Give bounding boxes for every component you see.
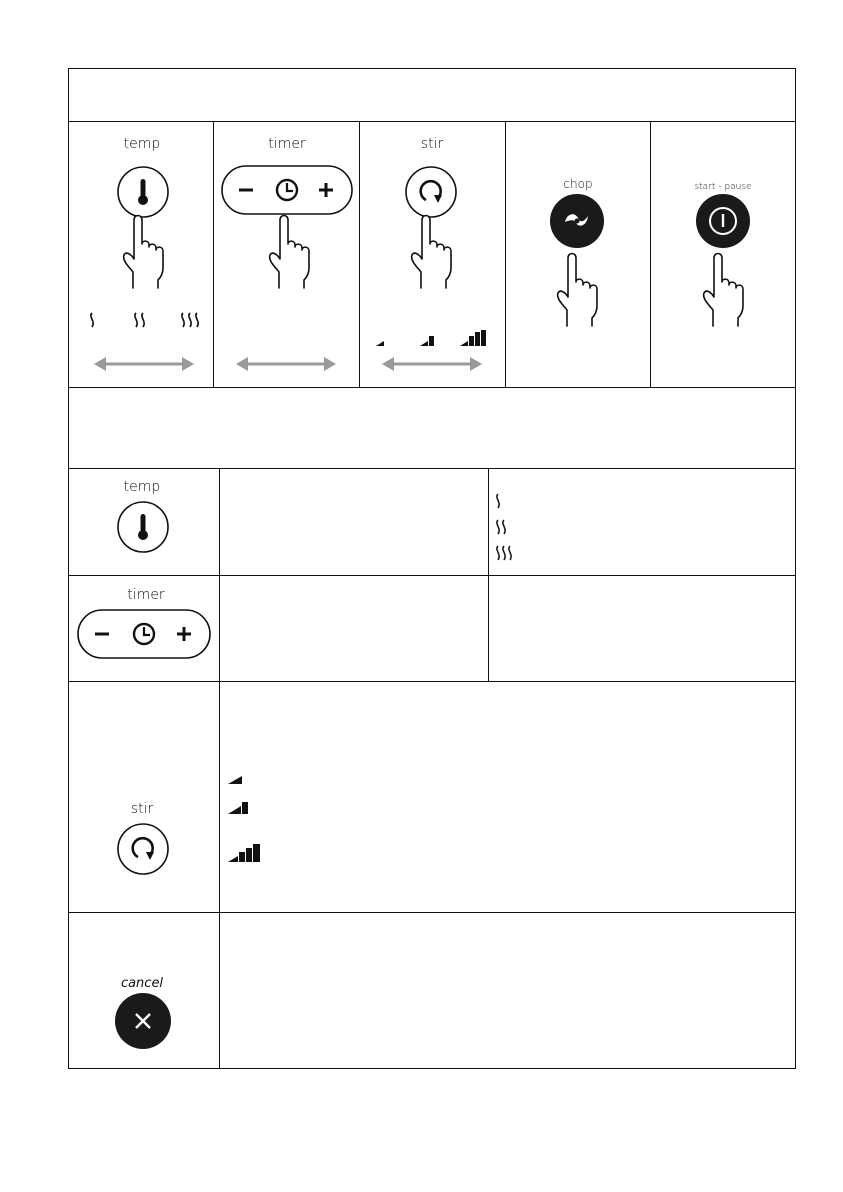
speed-levels-list bbox=[228, 772, 264, 864]
speed-low-icon bbox=[228, 776, 242, 784]
divider bbox=[219, 468, 220, 1069]
speed-medium-icon bbox=[420, 336, 434, 346]
plus-icon bbox=[177, 627, 191, 641]
divider bbox=[68, 121, 796, 122]
speed-medium-icon bbox=[228, 802, 248, 814]
pointing-hand-icon bbox=[698, 248, 748, 328]
heat-medium-icon bbox=[497, 520, 505, 534]
start-pause-label: start - pause bbox=[694, 182, 752, 192]
plus-icon bbox=[319, 183, 333, 197]
divider bbox=[650, 121, 651, 387]
rotate-icon bbox=[116, 822, 170, 876]
heat-levels bbox=[86, 310, 206, 330]
double-arrow-icon bbox=[236, 356, 336, 372]
speed-high-icon bbox=[228, 844, 260, 862]
stir-label: stir bbox=[420, 136, 444, 152]
divider bbox=[68, 468, 796, 469]
cancel-label: cancel bbox=[120, 976, 164, 991]
pointing-hand-icon bbox=[118, 210, 168, 290]
close-icon bbox=[115, 993, 171, 1049]
timer-label: timer bbox=[268, 136, 306, 152]
divider bbox=[68, 575, 796, 576]
heat-medium-icon bbox=[135, 313, 144, 327]
timer-label: timer bbox=[127, 587, 165, 603]
clock-icon bbox=[277, 180, 297, 200]
chop-label: chop bbox=[563, 177, 593, 191]
timer-control[interactable] bbox=[221, 165, 353, 215]
cancel-button[interactable] bbox=[115, 993, 171, 1049]
divider bbox=[68, 387, 796, 388]
divider bbox=[505, 121, 506, 387]
stir-button[interactable] bbox=[116, 822, 170, 876]
stir-label: stir bbox=[130, 801, 154, 817]
start-pause-button[interactable] bbox=[696, 194, 750, 248]
clock-icon bbox=[134, 624, 154, 644]
divider bbox=[68, 681, 796, 682]
double-arrow-icon bbox=[382, 356, 482, 372]
heat-high-icon bbox=[182, 313, 198, 327]
temp-button[interactable] bbox=[116, 500, 170, 554]
double-arrow-icon bbox=[94, 356, 194, 372]
power-icon bbox=[696, 194, 750, 248]
temp-label: temp bbox=[123, 479, 161, 495]
pointing-hand-icon bbox=[264, 210, 314, 290]
chop-button[interactable] bbox=[550, 194, 604, 248]
temp-label: temp bbox=[123, 136, 161, 152]
heat-high-icon bbox=[497, 546, 511, 560]
timer-control[interactable] bbox=[77, 609, 211, 659]
speed-levels bbox=[376, 330, 490, 348]
thermometer-icon bbox=[116, 500, 170, 554]
divider bbox=[213, 121, 214, 387]
divider bbox=[68, 912, 796, 913]
blade-icon bbox=[550, 194, 604, 248]
divider bbox=[488, 468, 489, 681]
heat-levels-list bbox=[494, 492, 514, 568]
pointing-hand-icon bbox=[406, 210, 456, 290]
heat-low-icon bbox=[497, 494, 499, 508]
heat-low-icon bbox=[91, 313, 93, 327]
speed-low-icon bbox=[376, 341, 384, 346]
pointing-hand-icon bbox=[552, 248, 602, 328]
speed-high-icon bbox=[460, 330, 486, 346]
divider bbox=[359, 121, 360, 387]
